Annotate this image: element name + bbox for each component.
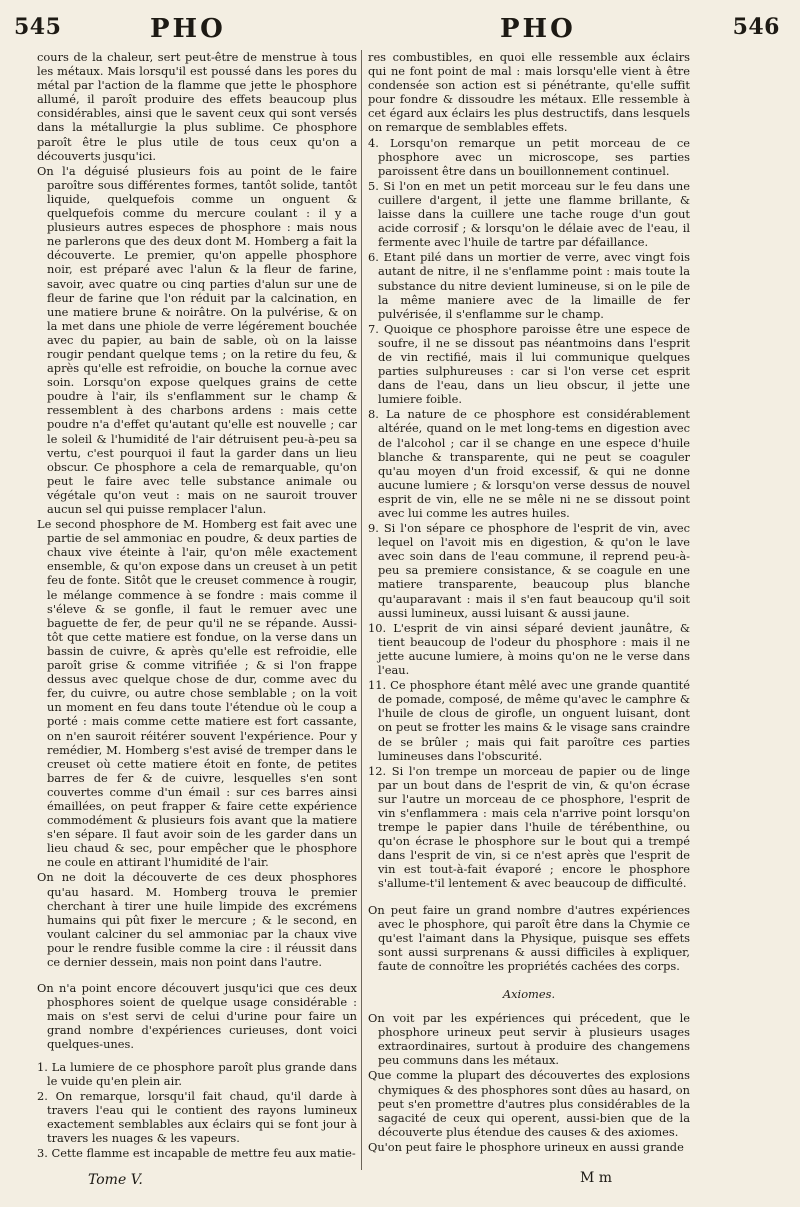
paragraph: On ne doit la découverte de ces deux phosphores qu'au hasard. M. Homberg trouva le premier cherchant à tirer une huile limpide des excrémens humains qui pût fixer le mercure ; & le second, en voulant calciner du sel ammoniac par la chaux vive pour le rendre fusible comme la cire : il réussit dans ce dernier dessein, mais non point dans l'autre. (37, 870, 357, 969)
column-divider (361, 50, 362, 1170)
numbered-item: 12. Si l'on trempe un morceau de papier ou de linge par un bout dans de l'esprit de vin, & qu'on écrase sur l'autre un morceau de ce phosphore, l'esprit de vin s'enflammera : mais cela n'arrive point lorsqu'on trempe le papier dans l'huile de térébenthine, ou qu'on écrase le phosphore sur le bout qui a trempé dans l'esprit de vin, si ce n'est après que l'esprit de vin est tout-à-fait évaporé ; encore le phosphore s'allume-t'il lentement & avec beaucoup de difficulté. (368, 763, 690, 891)
numbered-item: 8. La nature de ce phosphore est considérablement altérée, quand on le met long-tems en digestion avec de l'alcohol ; car il se change en une espece d'huile blanche & transparente, qui ne peut se coaguler qu'au moyen d'un froid excessif, & qui ne donne aucune lumiere ; & lorsqu'on verse dessus de nouvel esprit de vin, elle ne se mêle ni ne se dissout point avec lui comme les autres huiles. (368, 407, 690, 520)
numbered-item: 6. Etant pilé dans un mortier de verre, avec vingt fois autant de nitre, il ne s'enflamme point : mais toute la substance du nitre devient lumineuse, si on le pile de la même maniere avec de la limaille de fer pulvérisée, il s'enflamme sur le champ. (368, 250, 690, 321)
left-running-headword: PHO (150, 14, 226, 44)
running-header (0, 14, 800, 48)
numbered-item: 2. On remarque, lorsqu'il fait chaud, qu'il darde à travers l'eau qui le contient des rayons lumineux exactement semblables aux éclairs qui se font jour à travers les nuages & les vapeurs. (37, 1088, 357, 1146)
right-text-column (368, 50, 690, 1155)
paragraph: cours de la chaleur, sert peut-être de menstrue à tous les métaux. Mais lorsqu'il est poussé dans les pores du métal par l'action de la flamme que jette le phosphore allumé, il paroît produire des effets beaucoup plus considérables, ainsi que le savent ceux qui sont versés dans la métallurgie la plus sublime. Ce phosphore paroît être le plus utile de tous ceux qu'on a découverts jusqu'ici. (37, 50, 357, 163)
right-page-number: 546 (732, 14, 780, 40)
numbered-item: 11. Ce phosphore étant mêlé avec une grande quantité de pomade, composé, de même qu'avec le camphre & l'huile de clous de girofle, un onguent luisant, dont on peut se frotter les mains & le visage sans craindre de se brûler ; mais qui fait paroître ces parties lumineuses dans l'obscurité. (368, 678, 690, 763)
paragraph: On l'a déguisé plusieurs fois au point de le faire paroître sous différentes formes, tantôt solide, tantôt liquide, quelquefois comme un onguent & quelquefois comme du mercure coulant : il y a plusieurs autres especes de phosphore : mais nous ne parlerons que des deux dont M. Homberg a fait la découverte. Le premier, qu'on appelle phosphore noir, est préparé avec l'alun & la fleur de farine, savoir, avec quatre ou cinq parties d'alun sur une de fleur de farine que l'on réduit par la calcination, en une matiere brune & noirâtre. On la pulvérise, & on la met dans une phiole de verre légérement bouchée avec du papier, au bain de sable, où on la laisse rougir pendant quelque tems ; on la retire du feu, & après qu'elle est refroidie, on bouche la cornue avec soin. Lorsqu'on expose quelques grains de cette poudre à l'air, ils s'enflamment sur le champ & ressemblent à des charbons ardens : mais cette poudre n'a d'effet qu'autant qu'elle est nouvelle ; car le soleil & l'humidité de l'air détruisent peu-à-peu sa vertu, c'est pourquoi il faut la garder dans un lieu obscur. Ce phosphore a cela de remarquable, qu'on peut le faire avec telle substance animale ou végétale qu'on veut : mais on ne sauroit trouver aucun sel qui puisse remplacer l'alun. (37, 163, 357, 516)
volume-label: Tome V. (88, 1172, 143, 1188)
paragraph: Le second phosphore de M. Homberg est fait avec une partie de sel ammoniac en poudre, & deux parties de chaux vive éteinte à l'air, qu'on mêle exactement ensemble, & qu'on expose dans un creuset à un petit feu de fonte. Sitôt que le creuset commence à rougir, le mélange commence à se fondre : mais comme il s'éleve & se gonfle, il faut le remuer avec une baguette de fer, de peur qu'il ne se répande. Aussi-tôt que cette matiere est fondue, on la verse dans un bassin de cuivre, & après qu'elle est refroidie, elle paroît grise & comme vitrifiée ; & si l'on frappe dessus avec quelque chose de dur, comme avec du fer, du cuivre, ou autre chose semblable ; on la voit un moment en feu dans toute l'étendue où le coup a porté : mais comme cette matiere est fort cassante, on n'en sauroit réitérer souvent l'expérience. Pour y remédier, M. Homberg s'est avisé de tremper dans le creuset où cette matiere étoit en fonte, de petites barres de fer & de cuivre, lesquelles s'en sont couvertes comme d'un émail : sur ces barres ainsi émaillées, on peut frapper & faire cette expérience commodément & plusieurs fois avant que la matiere s'en sépare. Il faut avoir soin de les garder dans un lieu chaud & sec, pour empêcher que le phosphore ne coule en attirant l'humidité de l'air. (37, 517, 357, 870)
numbered-item: 3. Cette flamme est incapable de mettre feu aux matie- (37, 1146, 356, 1161)
paragraph: res combustibles, en quoi elle ressemble aux éclairs qui ne font point de mal : mais lorsqu'elle vient à être condensée son action est si pénétrante, qu'elle suffit pour fondre & dissoudre les métaux. Elle ressemble à cet égard aux éclairs les plus destructifs, dans lesquels on remarque de semblables effets. (368, 50, 690, 135)
left-text-column (37, 50, 357, 1161)
section-heading: Axiomes. (502, 987, 556, 1001)
numbered-item: 4. Lorsqu'on remarque un petit morceau de ce phosphore avec un microscope, ses parties paroissent être dans un bouillonnement continuel. (368, 135, 690, 178)
paragraph: Que comme la plupart des découvertes des explosions chymiques & des phosphores sont dûes au hasard, on peut s'en promettre d'autres plus considérables de la sagacité de ceux qui operent, aussi-bien que de la découverte plus étendue des causes & des axiomes. (368, 1068, 690, 1139)
right-running-headword: PHO (500, 14, 576, 44)
numbered-item: 7. Quoique ce phosphore paroisse être une espece de soufre, il ne se dissout pas néantmoins dans l'esprit de vin rectifié, mais il lui communique quelques parties sulphureuses : car si l'on verse cet esprit dans de l'eau, dans un lieu obscur, il jette une lumiere foible. (368, 321, 690, 407)
signature-mark: M m (580, 1170, 613, 1186)
paragraph: On n'a point encore découvert jusqu'ici que ces deux phosphores soient de quelque usage considérable : mais on s'est servi de celui d'urine pour faire un grand nombre d'expériences curieuses, dont voici quelques-unes. (37, 981, 357, 1052)
numbered-item: 1. La lumiere de ce phosphore paroît plus grande dans le vuide qu'en plein air. (37, 1059, 357, 1088)
paragraph: Qu'on peut faire le phosphore urineux en aussi grande (368, 1139, 684, 1154)
paragraph: On voit par les expériences qui précedent, que le phosphore urineux peut servir à plusieurs usages extraordinaires, surtout à produire des changemens peu communs dans les métaux. (368, 1011, 690, 1068)
left-page-number: 545 (14, 14, 62, 40)
numbered-item: 5. Si l'on en met un petit morceau sur le feu dans une cuillere d'argent, il jette une flamme brillante, & laisse dans la cuillere une tache rouge d'un gout acide corrosif ; & lorsqu'on le délaie avec de l'eau, il fermente avec l'huile de tartre par défaillance. (368, 178, 690, 250)
paragraph: On peut faire un grand nombre d'autres expériences avec le phosphore, qui paroît être dans la Chymie ce qu'est l'aimant dans la Physique, puisque ses effets sont aussi surprenans & aussi difficiles à expliquer, faute de connoître les propriétés cachées des corps. (368, 902, 690, 973)
numbered-item: 9. Si l'on sépare ce phosphore de l'esprit de vin, avec lequel on l'avoit mis en digestion, & qu'on le lave avec soin dans de l'eau commune, il reprend peu-à-peu sa premiere consistance, & se coagule en une matiere transparente, beaucoup plus blanche qu'auparavant : mais il s'en faut beaucoup qu'il soit aussi lumineux, aussi luisant & aussi jaune. (368, 521, 690, 620)
numbered-item: 10. L'esprit de vin ainsi séparé devient jaunâtre, & tient beaucoup de l'odeur du phosphore : mais il ne jette aucune lumiere, à moins qu'on ne le verse dans l'eau. (368, 620, 690, 678)
